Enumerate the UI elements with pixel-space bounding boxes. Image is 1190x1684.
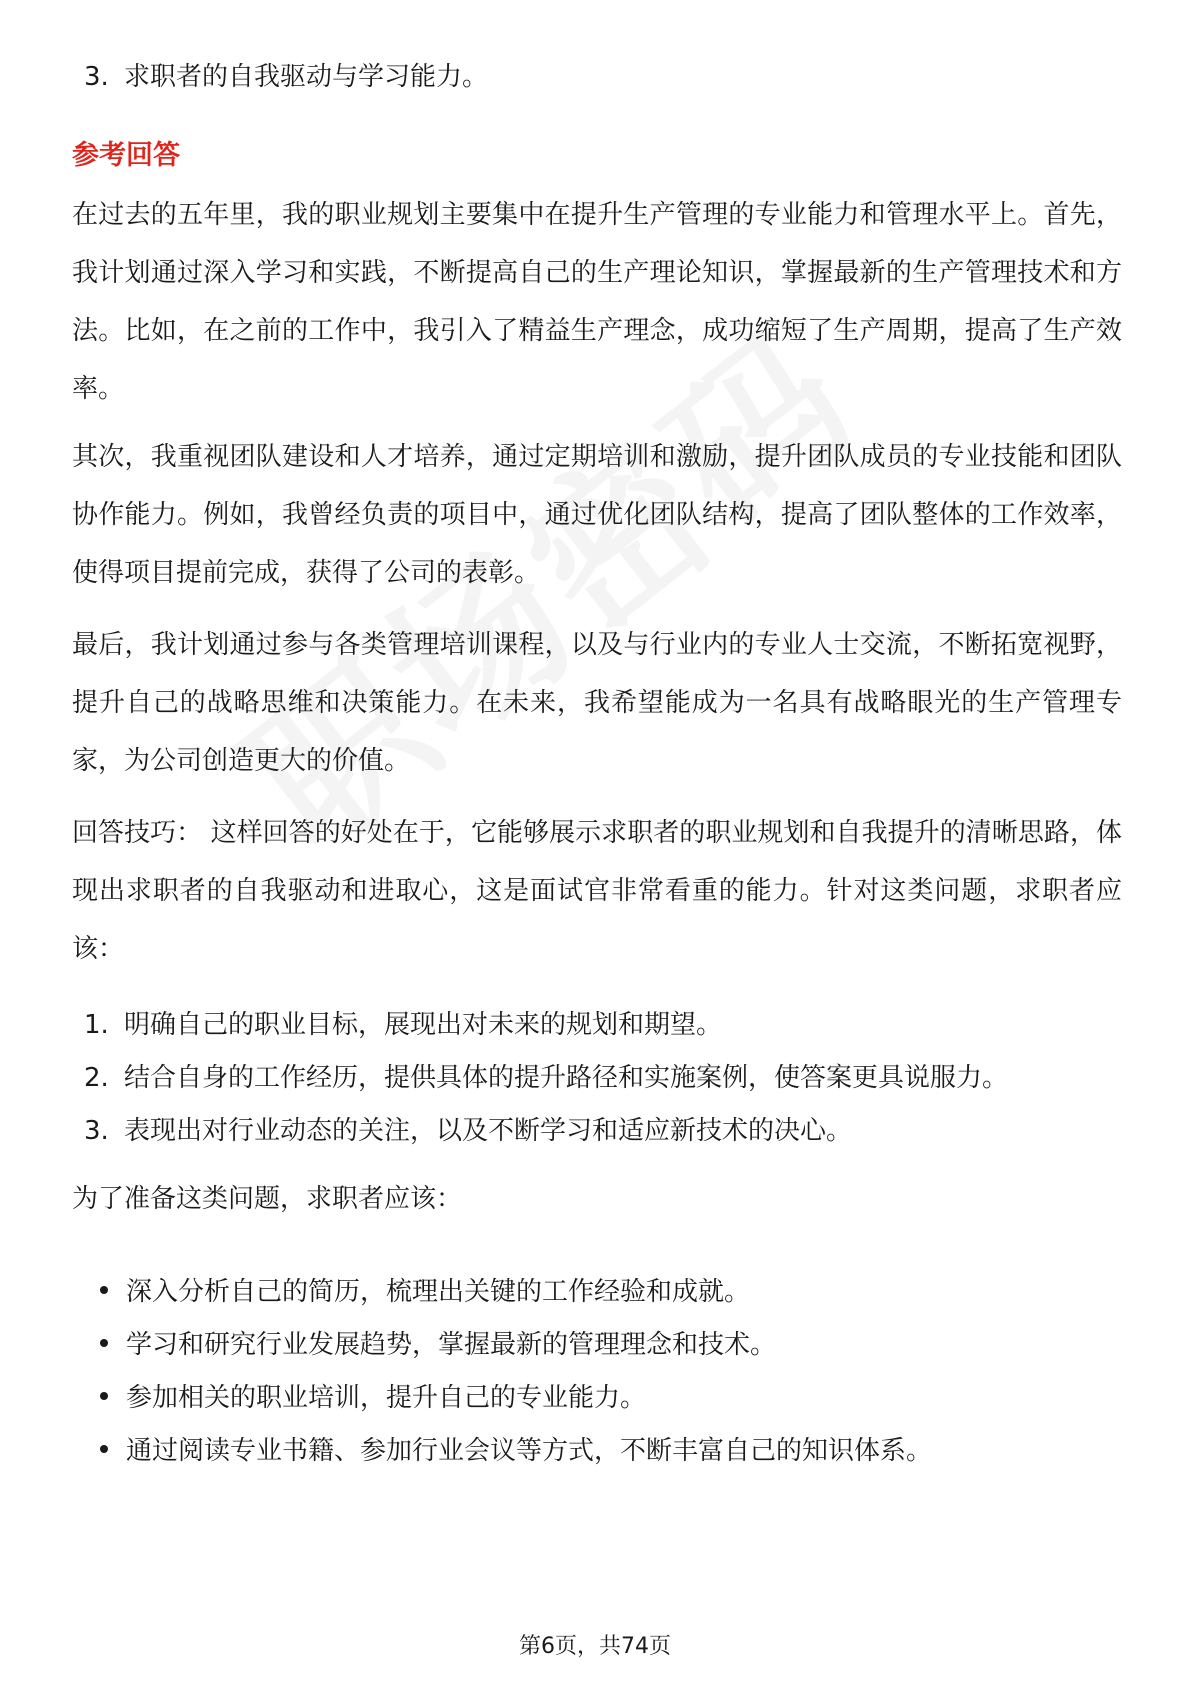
- bullet-item: [100, 1436, 932, 1466]
- list-item: [84, 62, 488, 92]
- list-item: [84, 1010, 722, 1040]
- list-text: 求职者的自我驱动与学习能力。: [124, 62, 489, 92]
- list-item: [84, 1063, 1008, 1093]
- list-number: 1.: [84, 1010, 109, 1040]
- list-number: 2.: [84, 1063, 109, 1093]
- list-item: [84, 1116, 852, 1146]
- bullet-dot: [100, 1339, 108, 1347]
- bullet-dot: [100, 1445, 108, 1453]
- answer-heading: 参考回答: [72, 140, 180, 171]
- paragraph-1: 在过去的五年里，我的职业规划主要集中在提升生产管理的专业能力和管理水平上。首先，我计划通过深入学习和实践，不断提高自己的生产理论知识，掌握最新的生产管理技术和方法。比如，在之前的工作中，我引入了精益生产理念，成功缩短了生产周期，提高了生产效率。: [72, 200, 1122, 404]
- bullet-text: 通过阅读专业书籍、参加行业会议等方式，不断丰富自己的知识体系。: [126, 1436, 933, 1466]
- bullet-item: [100, 1383, 646, 1413]
- list-number: 3.: [84, 62, 109, 92]
- paragraph-2: 其次，我重视团队建设和人才培养，通过定期培训和激励，提升团队成员的专业技能和团队协作能力。例如，我曾经负责的项目中，通过优化团队结构，提高了团队整体的工作效率，使得项目提前完成，获得了公司的表彰。: [72, 442, 1122, 588]
- bullet-text: 学习和研究行业发展趋势，掌握最新的管理理念和技术。: [126, 1330, 777, 1360]
- bullet-dot: [100, 1392, 108, 1400]
- paragraph-3: 最后，我计划通过参与各类管理培训课程，以及与行业内的专业人士交流，不断拓宽视野，提升自己的战略思维和决策能力。在未来，我希望能成为一名具有战略眼光的生产管理专家，为公司创造更大的价值。: [72, 630, 1122, 776]
- bullet-dot: [100, 1286, 108, 1294]
- bullet-text: 参加相关的职业培训，提升自己的专业能力。: [126, 1383, 647, 1413]
- bullet-text: 深入分析自己的简历，梳理出关键的工作经验和成就。: [126, 1277, 751, 1307]
- list-number: 3.: [84, 1116, 109, 1146]
- list-text: 明确自己的职业目标，展现出对未来的规划和期望。: [124, 1010, 723, 1040]
- list-text: 结合自身的工作经历，提供具体的提升路径和实施案例，使答案更具说服力。: [124, 1063, 1009, 1093]
- page-footer: 第6页，共74页: [519, 1634, 671, 1659]
- prep-intro: 为了准备这类问题，求职者应该：: [72, 1184, 463, 1214]
- bullet-item: [100, 1330, 776, 1360]
- list-text: 表现出对行业动态的关注，以及不断学习和适应新技术的决心。: [124, 1116, 853, 1146]
- paragraph-tips: 回答技巧： 这样回答的好处在于，它能够展示求职者的职业规划和自我提升的清晰思路，体现出求职者的自我驱动和进取心，这是面试官非常看重的能力。针对这类问题，求职者应该：: [72, 818, 1122, 964]
- bullet-item: [100, 1277, 750, 1307]
